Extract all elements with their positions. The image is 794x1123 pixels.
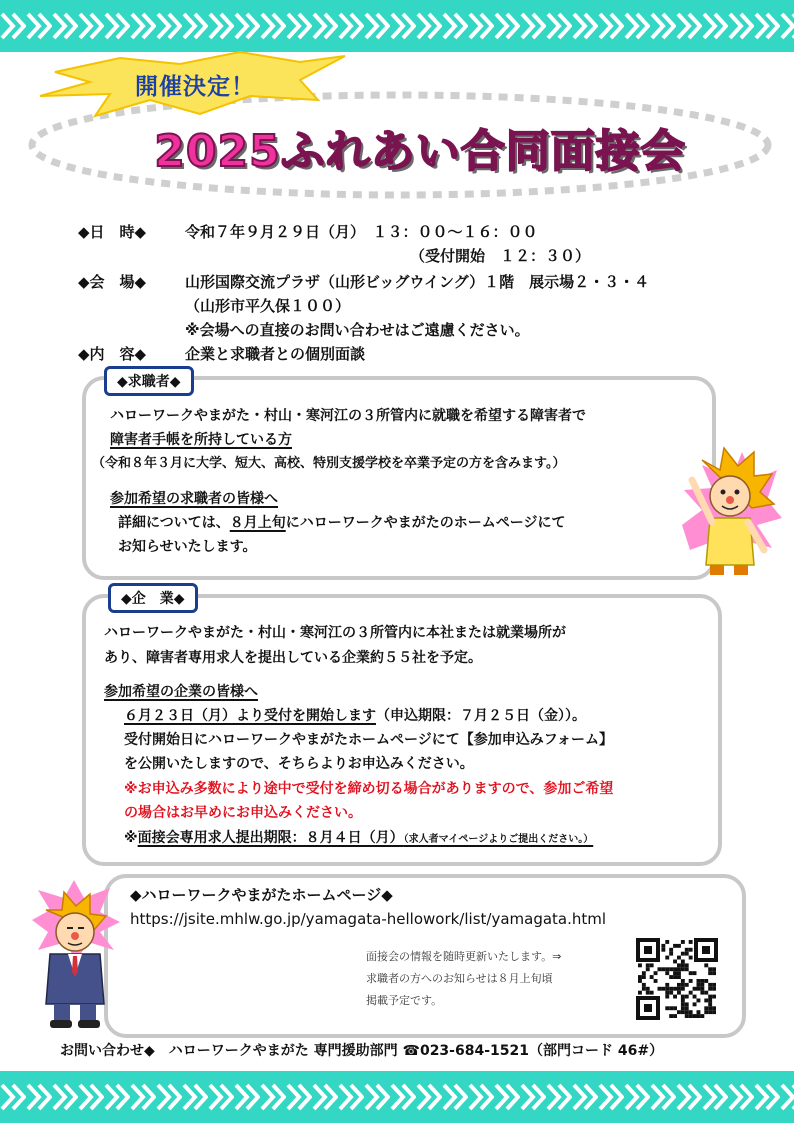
company-tag: ◆企 業◆ xyxy=(108,583,198,613)
jobseeker-body2: お知らせいたします。 xyxy=(118,539,257,555)
homepage-note2: 求職者の方へのお知らせは８月上旬頃 xyxy=(366,972,553,985)
jobseeker-tag: ◆求職者◆ xyxy=(104,366,194,396)
homepage-note1: 面接会の情報を随時更新いたします。⇒ xyxy=(366,950,562,963)
homepage-note3: 掲載予定です。 xyxy=(366,994,443,1007)
announcement-label: 開催決定！ xyxy=(135,74,255,100)
homepage-url-link[interactable]: https://jsite.mhlw.go.jp/yamagata-hellowork/list/yamagata.html xyxy=(130,910,607,928)
qr-code-icon[interactable] xyxy=(636,938,718,1020)
venue-value: 山形国際交流プラザ（山形ビッグウイング）１階 展示場２・３・４ xyxy=(185,273,650,291)
company-body1: 受付開始日にハローワークやまがたホームページにて【参加申込みフォーム】 xyxy=(124,732,614,748)
jobseeker-line1: ハローワークやまがた・村山・寒河江の３所管内に就職を希望する障害者で xyxy=(110,408,586,424)
jobseeker-heading: 参加希望の求職者の皆様へ xyxy=(110,491,278,507)
job-deadline: 面接会専用求人提出期限：８月４日（月） xyxy=(137,830,404,846)
jobseeker-date-highlight: ８月上旬 xyxy=(229,515,286,531)
jobseeker-line3: （令和８年３月に大学、短大、高校、特別支援学校を卒業予定の方を含みます。） xyxy=(92,456,566,471)
venue-note: ※会場への直接のお問い合わせはご遠慮ください。 xyxy=(185,321,530,339)
mascot-waving-illustration xyxy=(672,430,784,580)
jobseeker-body1: 詳細については、８月上旬にハローワークやまがたのホームページにて xyxy=(118,515,566,531)
job-deadline-note: （求人者マイページよりご提出ください。） xyxy=(403,834,594,845)
company-deadline: ※面接会専用求人提出期限：８月４日（月）（求人者マイページよりご提出ください。） xyxy=(124,830,594,846)
company-line2: あり、障害者専用求人を提出している企業約５５社を予定。 xyxy=(104,650,482,666)
mascot-suit-illustration xyxy=(28,880,122,1030)
company-warning2: の場合はお早めにお申込みください。 xyxy=(124,805,362,821)
content-label: ◆内 容◆ xyxy=(78,345,147,363)
venue-address: （山形市平久保１００） xyxy=(185,297,351,315)
registration-start: ６月２３日（月）より受付を開始します xyxy=(124,708,376,724)
date-reception: （受付開始 １２：３０） xyxy=(410,247,591,265)
venue-label: ◆会 場◆ xyxy=(78,273,147,291)
company-body2: を公開いたしますので、そちらよりお申込みください。 xyxy=(124,756,474,772)
bottom-decorative-band xyxy=(0,1071,794,1123)
page-title: 2025ふれあい合同面接会 xyxy=(154,126,686,177)
company-registration xyxy=(124,705,586,727)
homepage-heading: ◆ハローワークやまがたホームページ◆ xyxy=(130,886,393,904)
date-label: ◆日 時◆ xyxy=(78,223,147,241)
top-decorative-band xyxy=(0,0,794,52)
content-value: 企業と求職者との個別面談 xyxy=(185,345,366,363)
jobseeker-line2: 障害者手帳を所持している方 xyxy=(110,432,292,448)
company-line1: ハローワークやまがた・村山・寒河江の３所管内に本社または就業場所が xyxy=(104,625,566,641)
company-warning1: ※お申込み多数により途中で受付を締め切る場合がありますので、参加ご希望 xyxy=(124,781,614,797)
company-heading: 参加希望の企業の皆様へ xyxy=(104,684,258,700)
registration-deadline: （申込期限：７月２５日（金））。 xyxy=(376,708,586,724)
date-value: 令和７年９月２９日（月） １３：００～１６：００ xyxy=(185,223,538,241)
contact-footer: お問い合わせ◆ ハローワークやまがた 専門援助部門 ☎023-684-1521（部門コード 46#） xyxy=(60,1043,664,1059)
